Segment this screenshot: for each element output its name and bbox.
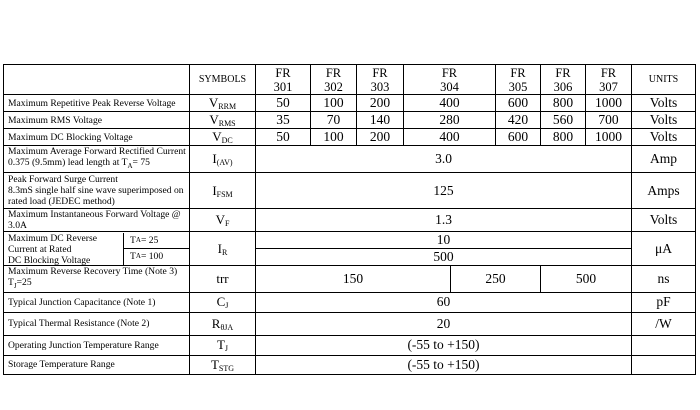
param-label: Maximum Average Forward Rectified Current 0.375 (9.5mm) lead length at $T_A= 75$	[4, 146, 190, 173]
value-cell: 140	[357, 112, 404, 129]
value-cell: 50	[256, 129, 311, 146]
value-cell: 420	[496, 112, 541, 129]
symbol-cell: $T_J$	[190, 335, 256, 355]
value-cell: 1000	[586, 129, 632, 146]
param-label: Operating Junction Temperature Range	[4, 335, 190, 355]
value-cell: 800	[541, 95, 586, 112]
value-cell: 125	[256, 173, 632, 209]
value-cell: 700	[586, 112, 632, 129]
param-label: Typical Thermal Resistance (Note 2)	[4, 312, 190, 335]
table-row	[4, 112, 696, 129]
value-cell: 600	[496, 129, 541, 146]
param-label: Maximum Instantaneous Forward Voltage @ 3.0A	[4, 209, 190, 232]
value-cell: 500	[256, 249, 632, 266]
value-cell: 1000	[586, 95, 632, 112]
value-cell: 200	[357, 129, 404, 146]
condition-ta25: T A = 25	[124, 233, 189, 250]
header-part-fr307: FR 307	[586, 65, 632, 95]
symbol-cell: trr	[190, 266, 256, 293]
symbol-cell: $V_{RMS}$	[190, 112, 256, 129]
value-cell: 600	[496, 95, 541, 112]
value-cell: (-55 to +150)	[256, 355, 632, 374]
value-cell: 60	[256, 292, 632, 312]
value-cell: 35	[256, 112, 311, 129]
table-row	[4, 232, 696, 249]
symbol-cell: $V_{DC}$	[190, 129, 256, 146]
unit-cell: μA	[632, 232, 696, 266]
table-row	[4, 335, 696, 355]
symbol-cell: $C_J$	[190, 292, 256, 312]
value-cell: 70	[311, 112, 357, 129]
symbol-cell: $I_{FSM}$	[190, 173, 256, 209]
header-part-fr303: FR 303	[357, 65, 404, 95]
value-cell: 400	[404, 129, 496, 146]
unit-cell	[632, 355, 696, 374]
param-label: Maximum Reverse Recovery Time (Note 3) $T_J=25$	[4, 266, 190, 293]
symbol-cell: $I_R$	[190, 232, 256, 266]
symbol-cell: $T_{STG}$	[190, 355, 256, 374]
unit-cell: Amps	[632, 173, 696, 209]
value-cell: 150	[256, 266, 451, 293]
header-param-cell	[4, 65, 190, 95]
value-cell: 100	[311, 129, 357, 146]
table-row	[4, 355, 696, 374]
table-row	[4, 209, 696, 232]
table-row	[4, 266, 696, 293]
header-row	[4, 65, 696, 95]
value-cell: 200	[357, 95, 404, 112]
param-label: Typical Junction Capacitance (Note 1)	[4, 292, 190, 312]
symbol-cell: $I_{(AV)}$	[190, 146, 256, 173]
unit-cell: Amp	[632, 146, 696, 173]
value-cell: 250	[451, 266, 541, 293]
table-row	[4, 146, 696, 173]
unit-cell: Volts	[632, 95, 696, 112]
value-cell: 800	[541, 129, 586, 146]
table-row	[4, 129, 696, 146]
header-part-fr306: FR 306	[541, 65, 586, 95]
table-row	[4, 312, 696, 335]
symbol-cell: $V_{RRM}$	[190, 95, 256, 112]
unit-cell: ns	[632, 266, 696, 293]
symbol-cell: $V_F$	[190, 209, 256, 232]
value-cell: 3.0	[256, 146, 632, 173]
condition-ta100: T A = 100	[130, 251, 164, 263]
symbol-cell: $R_{\theta JA}$	[190, 312, 256, 335]
value-cell: 500	[541, 266, 632, 293]
param-label: Maximum DC Reverse Current at Rated DC Blocking Voltage T A = 25 T A = 100	[4, 232, 190, 266]
table-row	[4, 292, 696, 312]
header-part-fr305: FR 305	[496, 65, 541, 95]
value-cell: 10	[256, 232, 632, 249]
value-cell: 280	[404, 112, 496, 129]
value-cell: (-55 to +150)	[256, 335, 632, 355]
header-part-fr301: FR 301	[256, 65, 311, 95]
value-cell: 100	[311, 95, 357, 112]
header-units: UNITS	[632, 65, 696, 95]
value-cell: 400	[404, 95, 496, 112]
header-symbols: SYMBOLS	[190, 65, 256, 95]
value-cell: 560	[541, 112, 586, 129]
ratings-table	[3, 64, 696, 375]
value-cell: 20	[256, 312, 632, 335]
unit-cell: Volts	[632, 112, 696, 129]
param-label: Maximum RMS Voltage	[4, 112, 190, 129]
unit-cell: Volts	[632, 209, 696, 232]
param-label: Maximum Repetitive Peak Reverse Voltage	[4, 95, 190, 112]
header-part-fr304: FR 304	[404, 65, 496, 95]
unit-cell: pF	[632, 292, 696, 312]
param-label: Peak Forward Surge Current 8.3mS single half sine wave superimposed on rated load (JEDEC method)	[4, 173, 190, 209]
param-label: Maximum DC Blocking Voltage	[4, 129, 190, 146]
param-label: Storage Temperature Range	[4, 355, 190, 374]
value-cell: 50	[256, 95, 311, 112]
unit-cell: Volts	[632, 129, 696, 146]
table-row	[4, 95, 696, 112]
value-cell: 1.3	[256, 209, 632, 232]
unit-cell: /W	[632, 312, 696, 335]
unit-cell	[632, 335, 696, 355]
table-row	[4, 173, 696, 209]
header-part-fr302: FR 302	[311, 65, 357, 95]
